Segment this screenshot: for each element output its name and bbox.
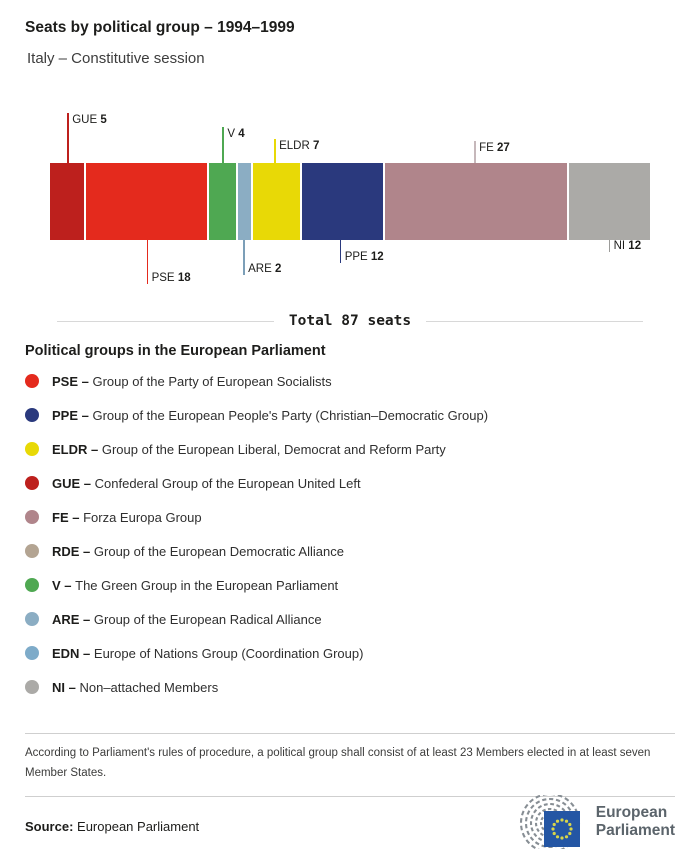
legend-label: RDE – Group of the European Democratic Alliance — [52, 543, 344, 559]
legend-item-are — [25, 602, 675, 636]
bar-tick-pse — [147, 240, 149, 284]
legend-dot-ni — [25, 680, 39, 694]
legend-label: GUE – Confederal Group of the European United Left — [52, 475, 361, 491]
bar-label-ni: NI 12 — [613, 240, 642, 252]
legend-dot-edn — [25, 646, 39, 660]
legend-item-v — [25, 568, 675, 602]
divider-line-left — [57, 321, 274, 322]
legend-dot-eldr — [25, 442, 39, 456]
bar-tick-eldr — [274, 139, 276, 163]
bar-label-v: V 4 — [227, 128, 245, 140]
bar-label-ppe: PPE 12 — [344, 251, 384, 263]
page-subtitle: Italy – Constitutive session — [27, 50, 205, 67]
total-seats-label: Total 87 seats — [288, 313, 412, 329]
legend-dot-pse — [25, 374, 39, 388]
legend-dot-gue — [25, 476, 39, 490]
legend-dot-v — [25, 578, 39, 592]
source-value: European Parliament — [77, 819, 200, 834]
seat-bar — [50, 163, 650, 240]
bar-label-pse: PSE 18 — [151, 272, 191, 284]
legend-heading: Political groups in the European Parliament — [25, 343, 326, 359]
bar-segment-ni — [569, 163, 650, 240]
legend-item-ppe — [25, 398, 675, 432]
bar-segment-eldr — [253, 163, 300, 240]
divider-line-right — [426, 321, 643, 322]
bar-segment-gue — [50, 163, 84, 240]
legend-dot-are — [25, 612, 39, 626]
legend-item-edn — [25, 636, 675, 670]
legend-dot-ppe — [25, 408, 39, 422]
source-line — [25, 819, 199, 834]
bar-segment-are — [238, 163, 251, 240]
bar-tick-v — [222, 127, 224, 163]
bar-segment-fe — [385, 163, 567, 240]
legend-dot-fe — [25, 510, 39, 524]
legend — [25, 364, 675, 704]
legend-label: V – The Green Group in the European Parliament — [52, 577, 339, 593]
bar-label-gue: GUE 5 — [72, 114, 107, 126]
eu-flag-icon — [544, 811, 580, 847]
bar-segment-pse — [86, 163, 207, 240]
legend-item-eldr — [25, 432, 675, 466]
bar-label-fe: FE 27 — [479, 142, 510, 154]
source-label: Source: — [25, 819, 74, 834]
bar-label-eldr: ELDR 7 — [279, 140, 320, 152]
logo-text — [596, 804, 675, 840]
legend-item-pse — [25, 364, 675, 398]
legend-label: PSE – Group of the Party of European Socialists — [52, 373, 332, 389]
legend-label: PPE – Group of the European People's Party (Christian–Democratic Group) — [52, 407, 489, 423]
bar-tick-ni — [609, 240, 611, 252]
legend-label: ARE – Group of the European Radical Alliance — [52, 611, 322, 627]
bar-tick-gue — [67, 113, 69, 163]
bar-tick-ppe — [340, 240, 342, 263]
hemicycle-icon — [496, 795, 588, 849]
legend-item-gue — [25, 466, 675, 500]
bar-tick-fe — [474, 141, 476, 163]
bar-segment-v — [209, 163, 236, 240]
seats-chart — [0, 108, 700, 308]
legend-item-ni — [25, 670, 675, 704]
legend-item-rde — [25, 534, 675, 568]
bar-segment-ppe — [302, 163, 383, 240]
legend-label: FE – Forza Europa Group — [52, 509, 202, 525]
european-parliament-logo — [496, 795, 675, 849]
page-title: Seats by political group – 1994–1999 — [25, 19, 295, 36]
total-divider — [57, 312, 643, 330]
legend-label: EDN – Europe of Nations Group (Coordination Group) — [52, 645, 364, 661]
legend-label: ELDR – Group of the European Liberal, Democrat and Reform Party — [52, 441, 446, 457]
logo-line1: European — [595, 804, 668, 821]
legend-label: NI – Non–attached Members — [52, 679, 219, 695]
bar-label-are: ARE 2 — [248, 263, 282, 275]
legend-item-fe — [25, 500, 675, 534]
legend-dot-rde — [25, 544, 39, 558]
footnote: According to Parliament's rules of procedure, a political group shall consist of at least 23 Members elected in at least seven Member States. — [25, 733, 675, 797]
bar-tick-are — [243, 240, 245, 275]
logo-line2: Parliament — [595, 822, 675, 839]
